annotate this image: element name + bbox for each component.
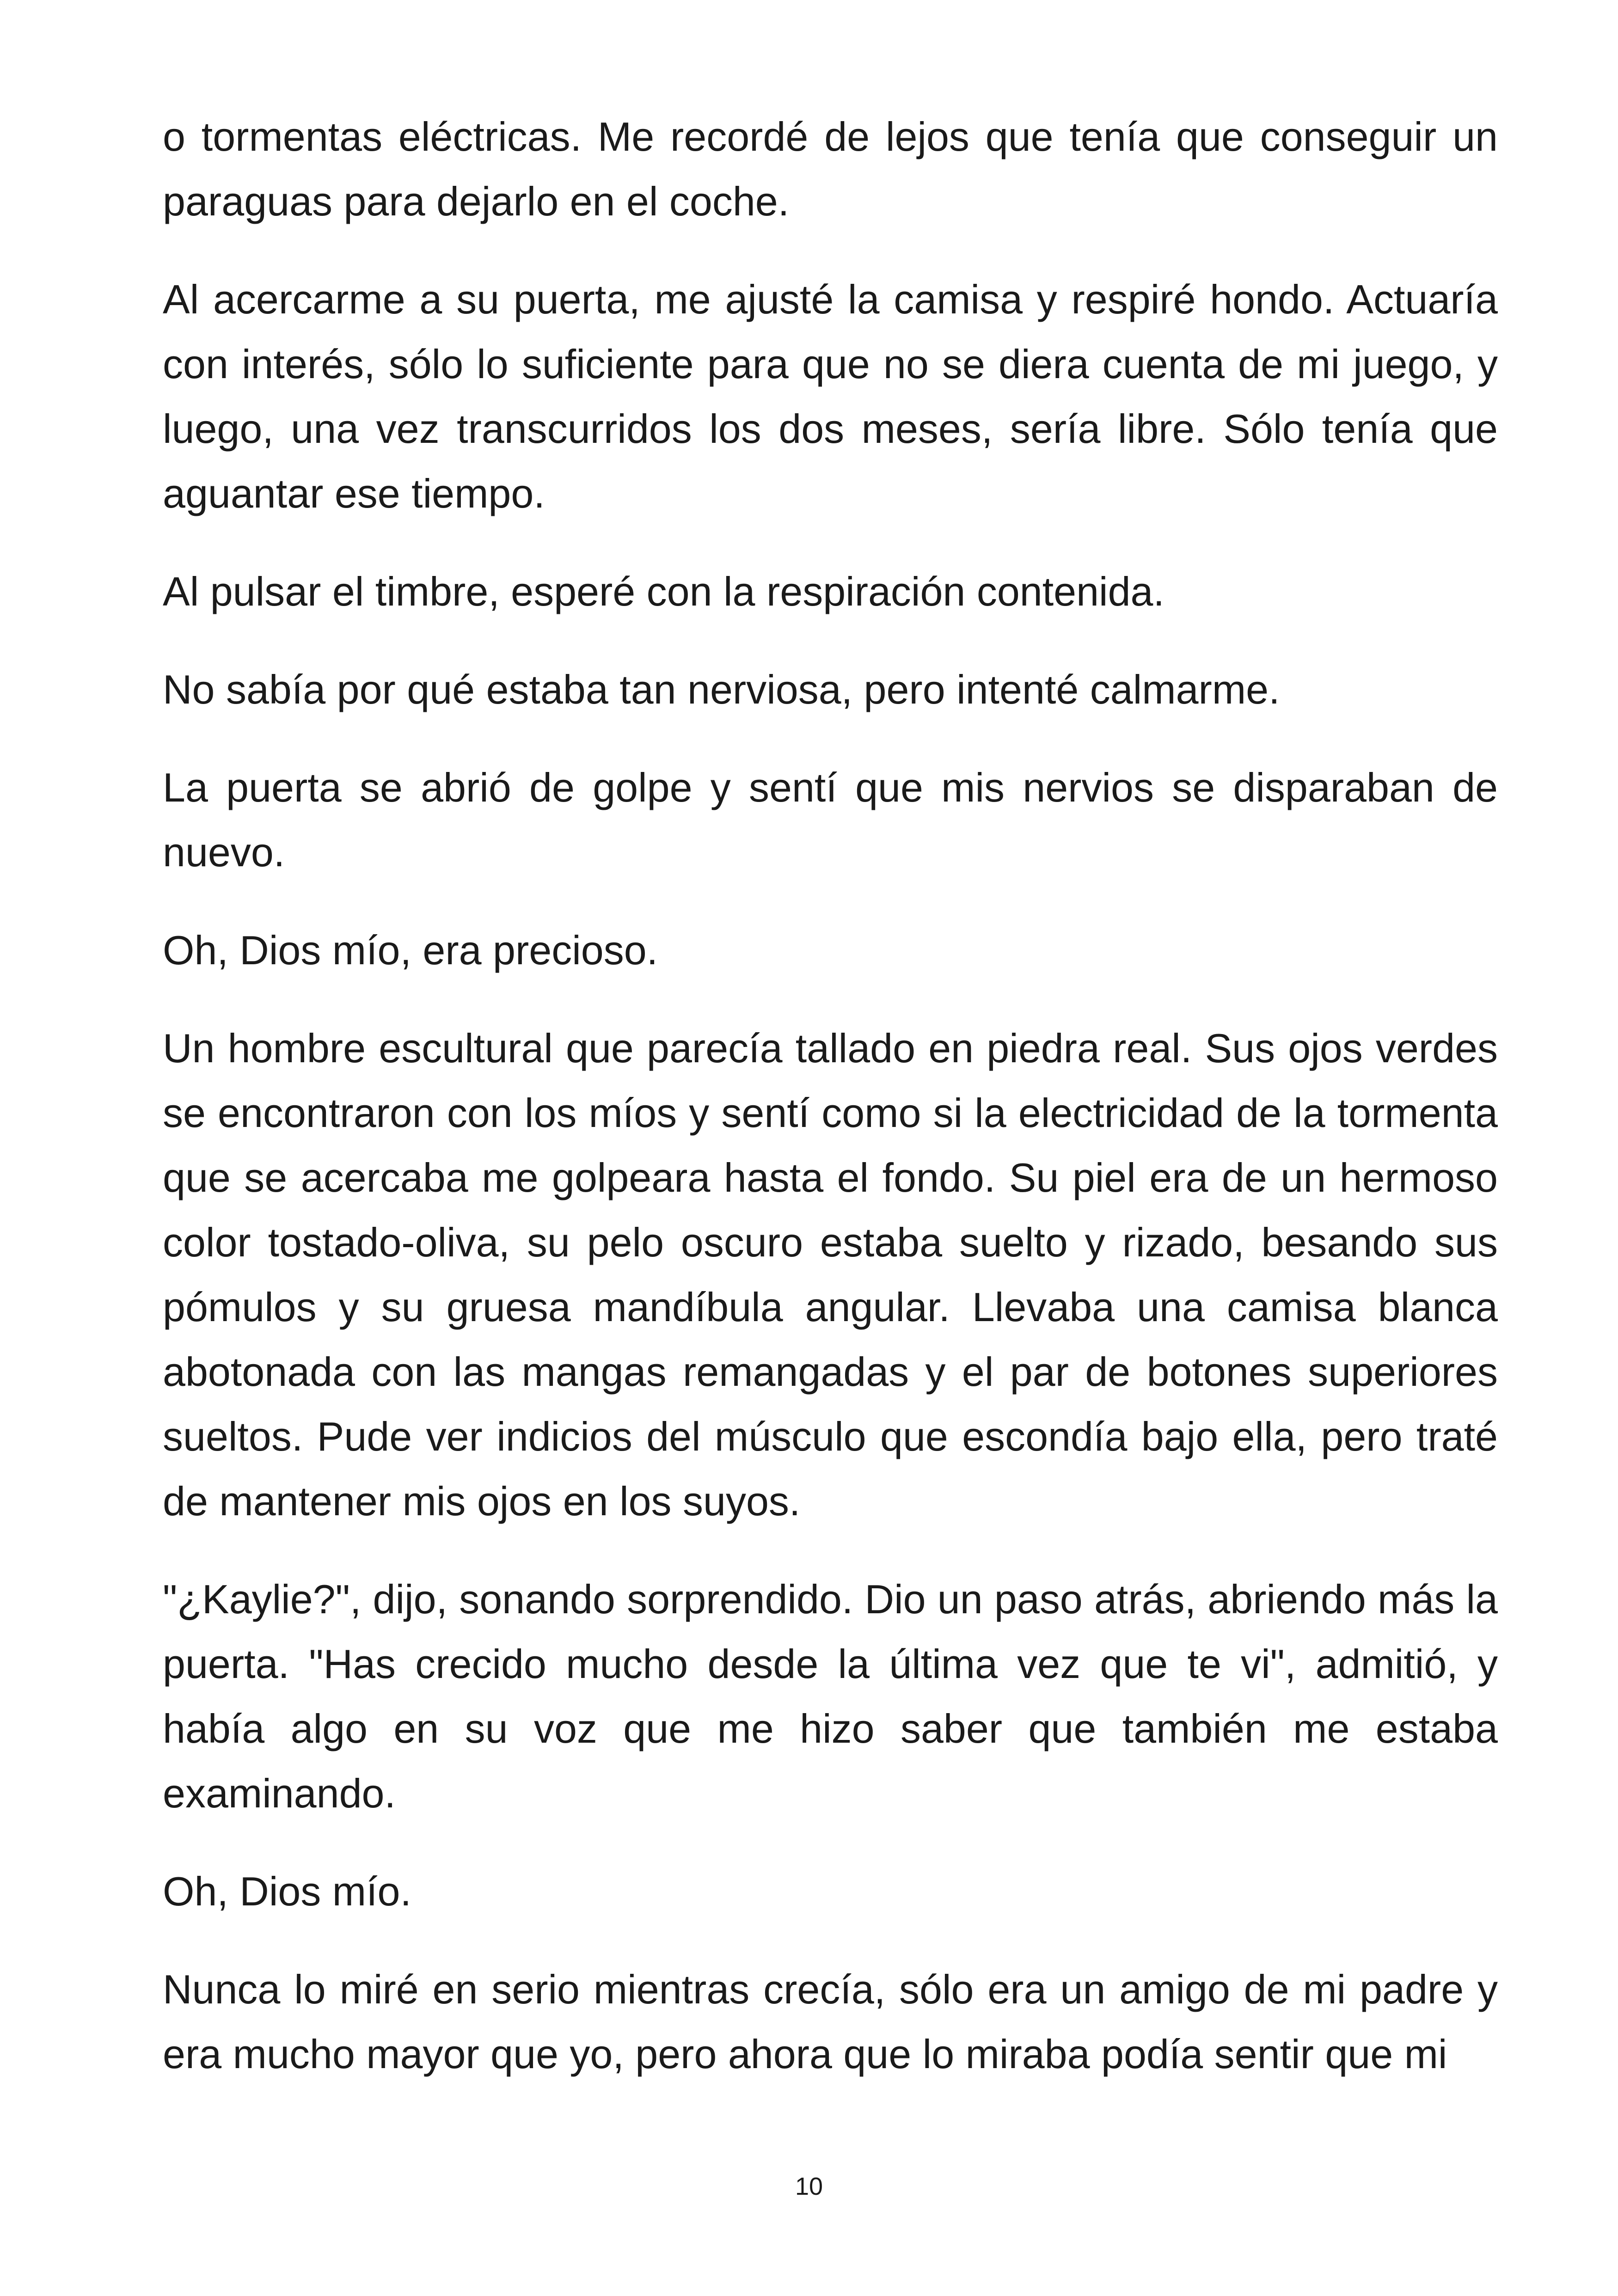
paragraph: Oh, Dios mío. bbox=[163, 1868, 411, 1914]
paragraph: "¿Kaylie?", dijo, sonando sorprendido. Dio un paso atrás, abriendo más la puerta. "Has crecido mucho desde la última vez que te vi", admitió, y había algo en su voz que me hizo saber que también me estaba examinando. bbox=[163, 1576, 1498, 1816]
paragraph: Al acercarme a su puerta, me ajusté la camisa y respiré hondo. Actuaría con interés, sólo lo suficiente para que no se diera cuenta de mi juego, y luego, una vez transcurridos los dos meses, sería libre. Sólo tenía que aguantar ese tiempo. bbox=[163, 276, 1498, 516]
paragraph: Oh, Dios mío, era precioso. bbox=[163, 927, 658, 973]
paragraph: La puerta se abrió de golpe y sentí que mis nervios se disparaban de nuevo. bbox=[163, 765, 1498, 875]
paragraph: No sabía por qué estaba tan nerviosa, pero intenté calmarme. bbox=[163, 667, 1280, 712]
paragraph: Nunca lo miré en serio mientras crecía, sólo era un amigo de mi padre y era mucho mayor que yo, pero ahora que lo miraba podía sentir que mi bbox=[163, 1966, 1498, 2077]
paragraph: o tormentas eléctricas. Me recordé de lejos que tenía que conseguir un paraguas para dejarlo en el coche. bbox=[163, 114, 1498, 224]
paragraph: Al pulsar el timbre, esperé con la respiración contenida. bbox=[163, 569, 1164, 614]
paragraph: Un hombre escultural que parecía tallado en piedra real. Sus ojos verdes se encontraron con los míos y sentí como si la electricidad de la tormenta que se acercaba me golpeara hasta el fondo. Su piel era de un hermoso color tostado-oliva, su pelo oscuro estaba suelto y rizado, besando sus pómulos y su gruesa mandíbula angular. Llevaba una camisa blanca abotonada con las mangas remangadas y el par de botones superiores sueltos. Pude ver indicios del músculo que escondía bajo ella, pero traté de mantener mis ojos en los suyos. bbox=[163, 1025, 1498, 1524]
page-number: 10 bbox=[795, 2173, 823, 2200]
page-body bbox=[163, 104, 1498, 2120]
